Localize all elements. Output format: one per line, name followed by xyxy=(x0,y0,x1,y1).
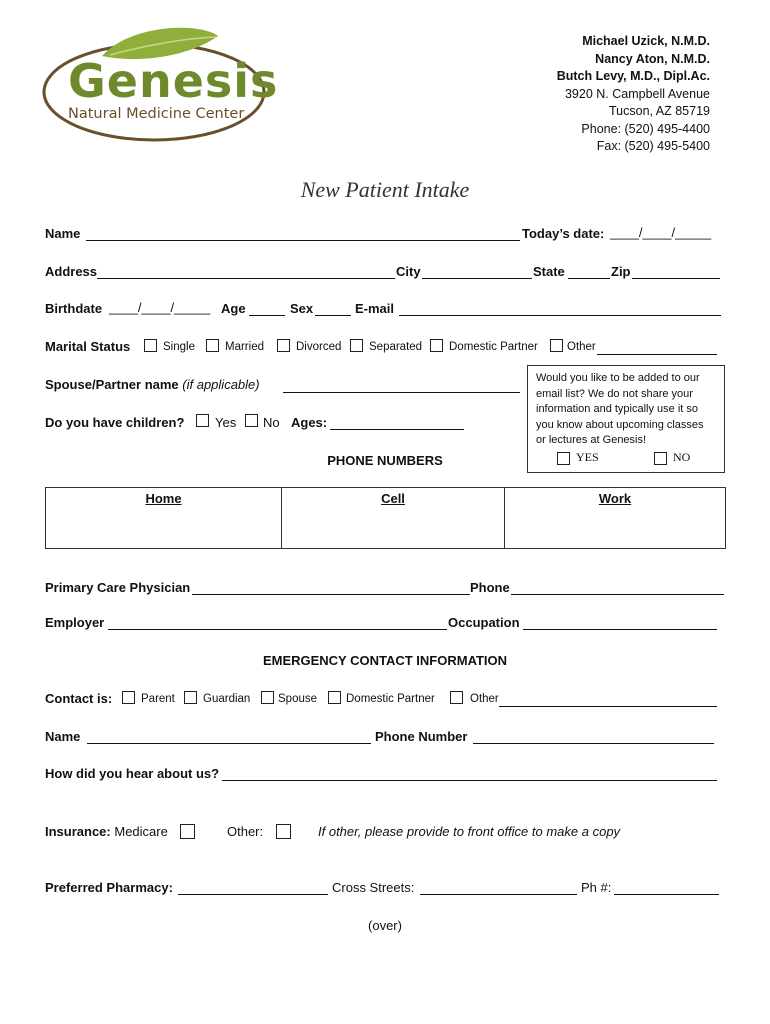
marital-separated-checkbox[interactable] xyxy=(350,339,363,352)
insurance-note: If other, please provide to front office to make a copy xyxy=(318,824,621,839)
emergency-heading: EMERGENCY CONTACT INFORMATION xyxy=(262,653,508,668)
ec-phone-label: Phone Number xyxy=(375,729,468,744)
pcp-field[interactable] xyxy=(192,580,470,595)
home-phone-header: Home xyxy=(145,491,182,506)
occupation-label: Occupation xyxy=(448,615,520,630)
mailing-no-label: NO xyxy=(673,450,691,464)
pcp-phone-field[interactable] xyxy=(511,580,724,595)
logo-name: Genesis xyxy=(68,54,279,108)
clinic-phone: Phone: (520) 495-4400 xyxy=(581,121,710,136)
logo-tagline: Natural Medicine Center xyxy=(68,106,245,122)
contact-option-label: Guardian xyxy=(203,693,251,705)
pharmacy-phone-field[interactable] xyxy=(614,880,719,895)
children-yes-checkbox[interactable] xyxy=(196,414,209,427)
age-field[interactable] xyxy=(249,301,285,316)
employer-field[interactable] xyxy=(108,615,447,630)
contact-parent-checkbox[interactable] xyxy=(122,691,135,704)
contact-option-label: Spouse xyxy=(278,693,318,705)
ages-field[interactable] xyxy=(330,415,464,430)
todays-date-field[interactable]: ____/____/_____ xyxy=(610,225,712,240)
mailing-list-text: Would you like to be added to our email list? We do not share your information and typically use it so you know about upcoming classes or lectures at Genesis! xyxy=(536,372,704,447)
address-field[interactable] xyxy=(97,264,395,279)
state-label: State xyxy=(533,264,565,279)
ec-phone-field[interactable] xyxy=(473,729,714,744)
pharmacy-field[interactable] xyxy=(178,880,328,895)
city-label: City xyxy=(396,264,421,279)
todays-date-label: Today’s date: xyxy=(522,226,605,241)
marital-single-checkbox[interactable] xyxy=(144,339,157,352)
cell-phone-cell[interactable] xyxy=(282,488,505,548)
clinic-address-line1: 3920 N. Campbell Avenue xyxy=(564,86,710,101)
contact-option-label: Domestic Partner xyxy=(346,693,435,705)
name-field[interactable] xyxy=(86,226,520,241)
spouse-name-field[interactable] xyxy=(283,378,520,393)
marital-option-label: Domestic Partner xyxy=(449,341,538,353)
marital-status-label: Marital Status xyxy=(45,339,131,354)
mailing-no-checkbox[interactable] xyxy=(654,452,667,465)
marital-option-label: Single xyxy=(163,341,195,353)
pcp-label: Primary Care Physician xyxy=(45,580,191,595)
doctor-name: Michael Uzick, N.M.D. xyxy=(582,34,710,48)
insurance-other-checkbox[interactable] xyxy=(276,824,291,839)
clinic-logo xyxy=(40,26,279,146)
contact-spouse-checkbox[interactable] xyxy=(261,691,274,704)
clinic-info xyxy=(450,33,710,156)
work-phone-cell[interactable] xyxy=(505,488,725,548)
pcp-phone-label: Phone xyxy=(470,580,510,595)
marital-domestic-partner-checkbox[interactable] xyxy=(430,339,443,352)
mailing-yes-checkbox[interactable] xyxy=(557,452,570,465)
children-yes-label: Yes xyxy=(215,415,237,430)
clinic-fax: Fax: (520) 495-5400 xyxy=(596,139,710,153)
contact-is-label: Contact is: xyxy=(45,691,113,706)
employer-label: Employer xyxy=(45,615,105,630)
ec-name-field[interactable] xyxy=(87,729,371,744)
cell-phone-header: Cell xyxy=(381,491,405,506)
phone-numbers-heading: PHONE NUMBERS xyxy=(327,453,443,468)
marital-divorced-checkbox[interactable] xyxy=(277,339,290,352)
occupation-field[interactable] xyxy=(523,615,717,630)
marital-other-checkbox[interactable] xyxy=(550,339,563,352)
insurance-group xyxy=(45,824,168,839)
marital-married-checkbox[interactable] xyxy=(206,339,219,352)
spouse-label-group xyxy=(45,377,260,392)
ec-name-label: Name xyxy=(45,729,81,744)
contact-option-label: Parent xyxy=(141,693,175,705)
doctor-name: Butch Levy, M.D., Dipl.Ac. xyxy=(556,69,710,83)
marital-other-field[interactable] xyxy=(597,340,717,355)
insurance-other-label: Other: xyxy=(227,824,264,839)
home-phone-cell[interactable] xyxy=(46,488,282,548)
sex-label: Sex xyxy=(290,301,314,316)
state-field[interactable] xyxy=(568,264,610,279)
birthdate-label: Birthdate xyxy=(45,301,103,316)
marital-option-label: Divorced xyxy=(296,341,342,353)
birthdate-field[interactable]: ____/____/_____ xyxy=(109,300,211,315)
zip-field[interactable] xyxy=(632,264,720,279)
mailing-yes-label: YES xyxy=(576,450,599,464)
clinic-address-line2: Tucson, AZ 85719 xyxy=(609,104,710,118)
work-phone-header: Work xyxy=(598,491,632,506)
contact-guardian-checkbox[interactable] xyxy=(184,691,197,704)
spouse-note: (if applicable) xyxy=(182,377,260,392)
contact-other-field[interactable] xyxy=(499,692,717,707)
over-note: (over) xyxy=(368,918,402,933)
marital-option-label: Separated xyxy=(369,341,423,353)
insurance-medicare-checkbox[interactable] xyxy=(180,824,195,839)
sex-field[interactable] xyxy=(315,301,351,316)
age-label: Age xyxy=(221,301,246,316)
cross-streets-label: Cross Streets: xyxy=(332,880,415,895)
insurance-label: Insurance: xyxy=(45,824,111,839)
pharmacy-phone-label: Ph #: xyxy=(581,880,612,895)
phone-numbers-table xyxy=(45,487,726,549)
cross-streets-field[interactable] xyxy=(420,880,577,895)
insurance-medicare-label: Medicare xyxy=(114,824,168,839)
marital-option-label: Other xyxy=(567,341,596,353)
children-label: Do you have children? xyxy=(45,415,185,430)
doctor-name: Nancy Aton, N.M.D. xyxy=(595,51,710,66)
children-no-label: No xyxy=(263,415,280,430)
contact-domestic-partner-checkbox[interactable] xyxy=(328,691,341,704)
spouse-label: Spouse/Partner name xyxy=(45,377,179,392)
address-label: Address xyxy=(45,264,98,279)
contact-other-checkbox[interactable] xyxy=(450,691,463,704)
zip-label: Zip xyxy=(611,264,631,279)
marital-option-label: Married xyxy=(225,341,264,353)
form-title: New Patient Intake xyxy=(300,177,470,202)
email-label: E-mail xyxy=(355,301,395,316)
hear-about-label: How did you hear about us? xyxy=(45,766,220,781)
pharmacy-label: Preferred Pharmacy: xyxy=(45,880,173,895)
contact-option-label: Other xyxy=(470,693,499,705)
ages-label: Ages: xyxy=(291,415,328,430)
children-no-checkbox[interactable] xyxy=(245,414,258,427)
hear-about-field[interactable] xyxy=(222,766,717,781)
city-field[interactable] xyxy=(422,264,532,279)
name-label: Name xyxy=(45,226,81,241)
email-field[interactable] xyxy=(399,301,721,316)
